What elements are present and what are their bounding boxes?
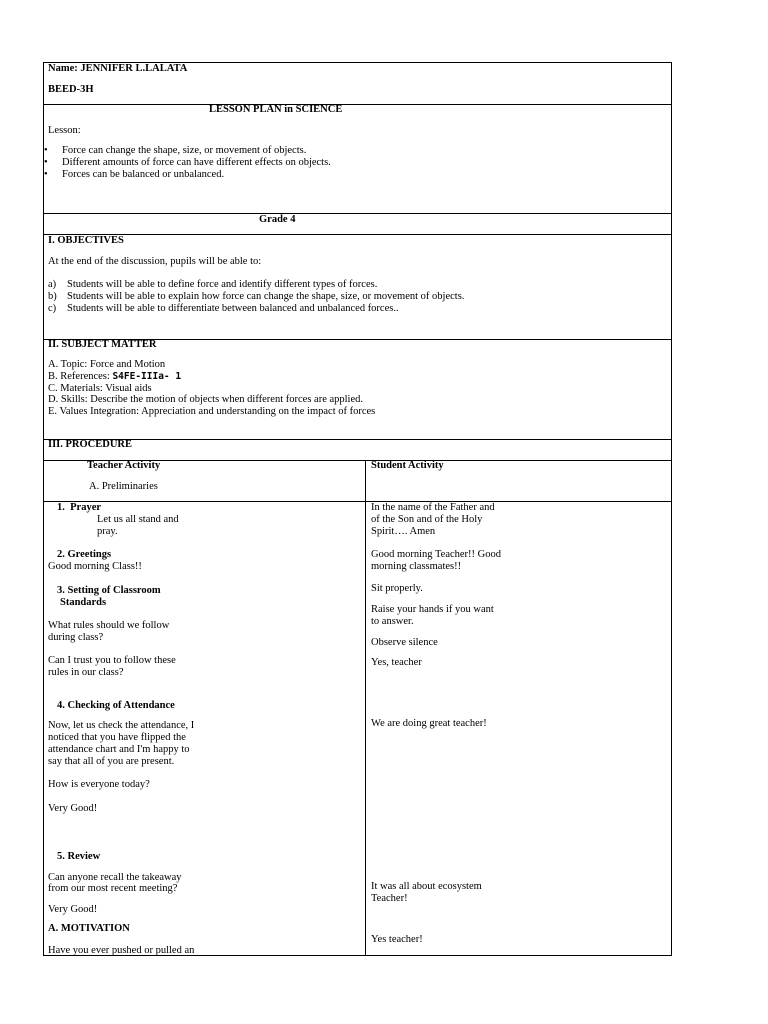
standards-heading: 3. Setting of Classroom bbox=[57, 585, 161, 596]
lesson-label: Lesson: bbox=[48, 125, 81, 136]
row-divider bbox=[44, 104, 671, 105]
prayer-heading: 1. Prayer bbox=[57, 502, 102, 513]
teacher-text: attendance chart and I'm happy to bbox=[48, 744, 190, 755]
student-text: Teacher! bbox=[371, 893, 408, 904]
teacher-text: How is everyone today? bbox=[48, 779, 150, 790]
section-label: BEED-3H bbox=[48, 84, 94, 95]
teacher-text: say that all of you are present. bbox=[48, 756, 175, 767]
student-text: morning classmates!! bbox=[371, 561, 462, 572]
teacher-text: rules in our class? bbox=[48, 667, 124, 678]
prayer-text: pray. bbox=[97, 526, 118, 537]
attendance-heading: 4. Checking of Attendance bbox=[57, 700, 175, 711]
bullet-icon: • bbox=[44, 157, 48, 168]
teacher-text: Can I trust you to follow these bbox=[48, 655, 176, 666]
row-divider bbox=[44, 501, 671, 502]
teacher-text: from our most recent meeting? bbox=[48, 883, 178, 894]
teacher-text: What rules should we follow bbox=[48, 620, 170, 631]
student-text: Yes teacher! bbox=[371, 934, 423, 945]
row-divider bbox=[44, 213, 671, 214]
teacher-text: Very Good! bbox=[48, 904, 98, 915]
objective-text: Students will be able to explain how force can change the shape, size, or movement of objects. bbox=[67, 291, 465, 302]
teacher-text: Very Good! bbox=[48, 803, 98, 814]
motivation-heading: A. MOTIVATION bbox=[48, 923, 130, 934]
greetings-text: Good morning Class!! bbox=[48, 561, 142, 572]
topic-line: A. Topic: Force and Motion bbox=[48, 359, 166, 370]
skills-line: D. Skills: Describe the motion of objects when different forces are applied. bbox=[48, 394, 364, 405]
list-item: • Different amounts of force can have different effects on objects. bbox=[44, 157, 331, 168]
reference-code: S4FE-IIIa- 1 bbox=[112, 371, 182, 382]
objective-item: c) bbox=[48, 303, 57, 314]
student-text: We are doing great teacher! bbox=[371, 718, 487, 729]
teacher-activity-header: Teacher Activity bbox=[87, 460, 161, 471]
student-name: Name: JENNIFER L.LALATA bbox=[48, 63, 188, 74]
teacher-text: noticed that you have flipped the bbox=[48, 732, 186, 743]
preliminaries-label: A. Preliminaries bbox=[89, 481, 158, 492]
objective-text: Students will be able to define force and identify different types of forces. bbox=[67, 279, 378, 290]
list-item: • Force can change the shape, size, or movement of objects. bbox=[44, 145, 307, 156]
teacher-text: Now, let us check the attendance, I bbox=[48, 720, 195, 731]
objective-item: a) bbox=[48, 279, 57, 290]
row-divider bbox=[44, 234, 671, 235]
teacher-text: during class? bbox=[48, 632, 104, 643]
prayer-text: Let us all stand and bbox=[97, 514, 179, 525]
student-text: of the Son and of the Holy bbox=[371, 514, 483, 525]
row-divider bbox=[44, 439, 671, 440]
lesson-bullet-list bbox=[44, 145, 664, 181]
student-text: Yes, teacher bbox=[371, 657, 422, 668]
standards-heading: Standards bbox=[60, 597, 107, 608]
grade-label: Grade 4 bbox=[259, 214, 296, 225]
greetings-heading: 2. Greetings bbox=[57, 549, 112, 560]
objective-item: b) bbox=[48, 291, 57, 302]
student-text: Good morning Teacher!! Good bbox=[371, 549, 501, 560]
objectives-intro: At the end of the discussion, pupils will be able to: bbox=[48, 256, 262, 267]
objectives-heading: I. OBJECTIVES bbox=[48, 235, 124, 246]
student-activity-header: Student Activity bbox=[371, 460, 444, 471]
teacher-text: Can anyone recall the takeaway bbox=[48, 872, 182, 883]
student-text: It was all about ecosystem bbox=[371, 881, 482, 892]
teacher-text: Have you ever pushed or pulled an bbox=[48, 945, 195, 956]
review-heading: 5. Review bbox=[57, 851, 101, 862]
bullet-icon: • bbox=[44, 145, 48, 156]
list-item: • Forces can be balanced or unbalanced. bbox=[44, 169, 225, 180]
materials-line: C. Materials: Visual aids bbox=[48, 383, 152, 394]
values-line: E. Values Integration: Appreciation and understanding on the impact of forces bbox=[48, 406, 376, 417]
student-text: Raise your hands if you want bbox=[371, 604, 494, 615]
references-line: B. References: S4FE-IIIa- 1 bbox=[48, 371, 182, 382]
objective-text: Students will be able to differentiate between balanced and unbalanced forces.. bbox=[67, 303, 399, 314]
student-text: Observe silence bbox=[371, 637, 438, 648]
student-text: Spirit…. Amen bbox=[371, 526, 436, 537]
student-text: In the name of the Father and bbox=[371, 502, 495, 513]
document-title: LESSON PLAN in SCIENCE bbox=[209, 104, 343, 115]
column-divider bbox=[365, 460, 366, 955]
subject-matter-heading: II. SUBJECT MATTER bbox=[48, 339, 157, 350]
student-text: Sit properly. bbox=[371, 583, 423, 594]
bullet-icon: • bbox=[44, 169, 48, 180]
student-text: to answer. bbox=[371, 616, 414, 627]
lesson-plan-table bbox=[43, 62, 672, 956]
procedure-heading: III. PROCEDURE bbox=[48, 439, 133, 450]
